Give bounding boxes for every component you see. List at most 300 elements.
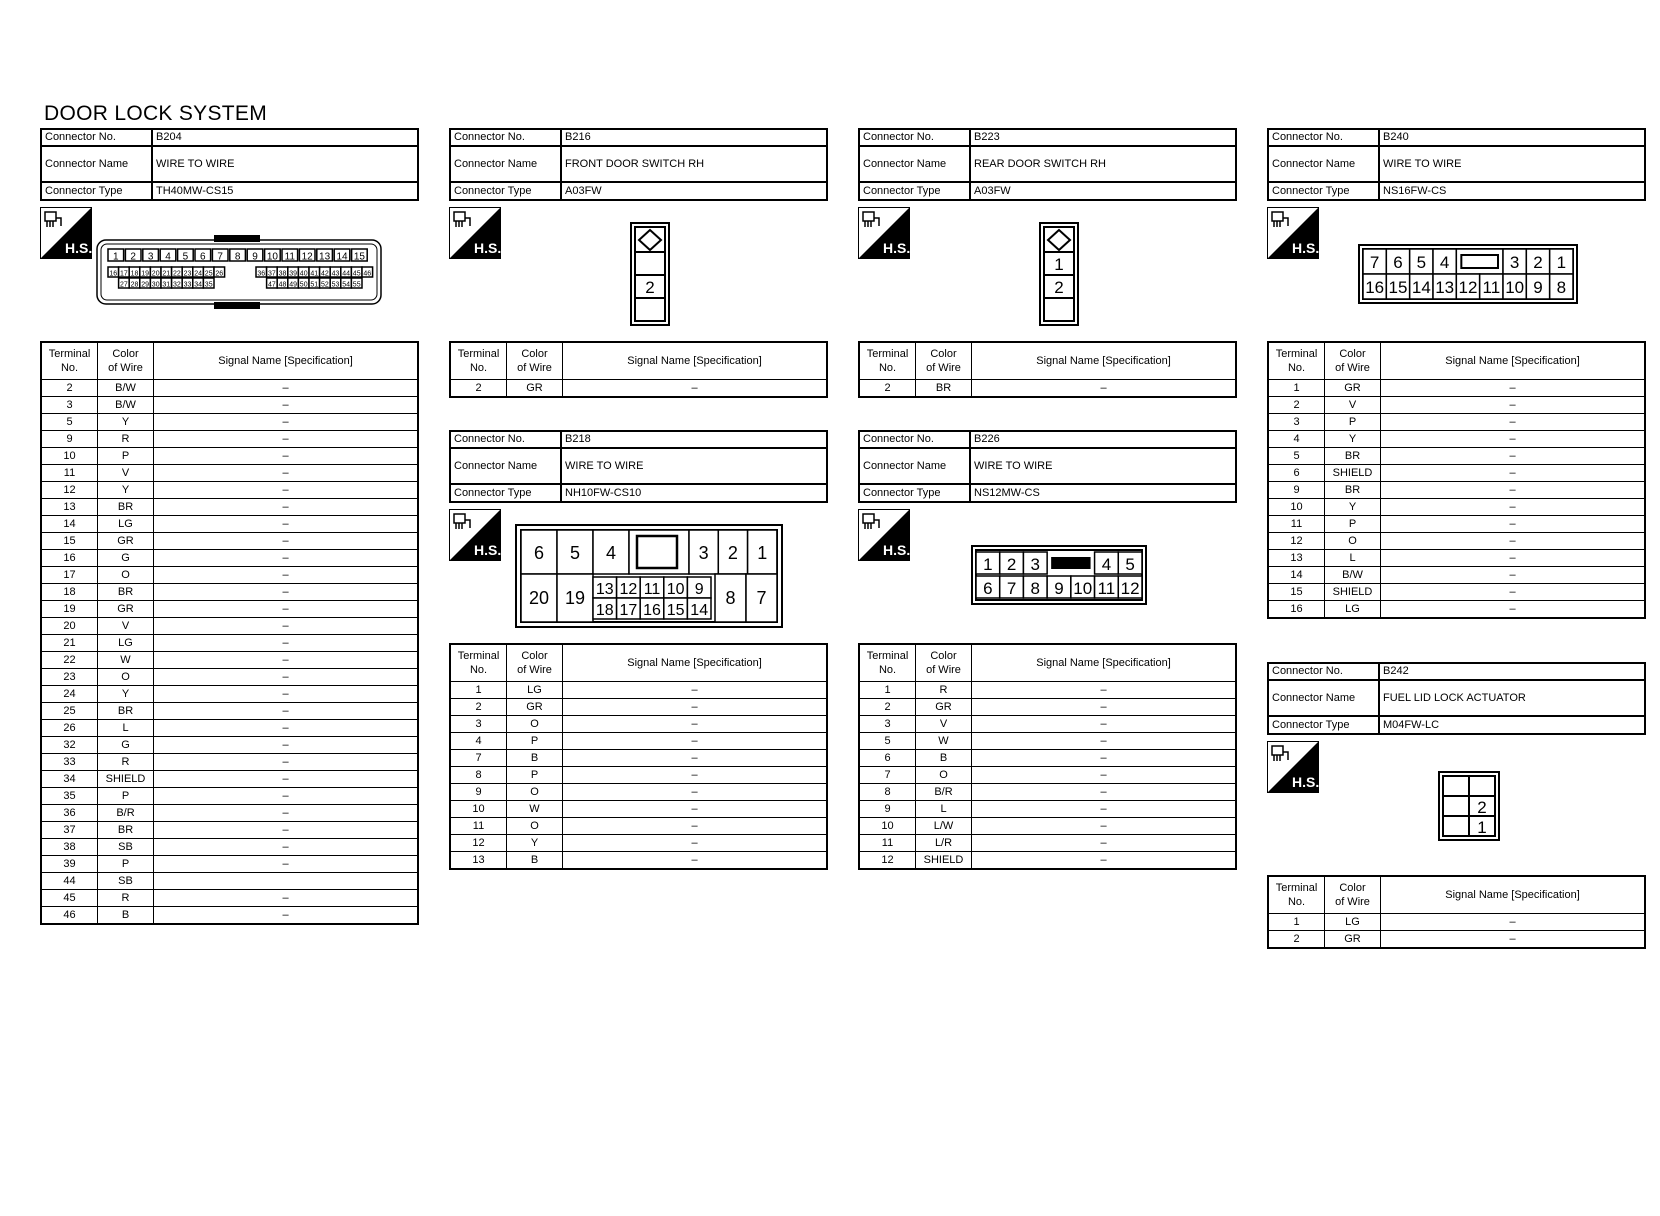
terminal-no-cell: 16 [1268, 601, 1325, 619]
wire-color-cell: W [507, 801, 563, 818]
terminal-no-cell: 37 [41, 822, 98, 839]
table-row [1268, 499, 1645, 516]
cavity-number: 19 [564, 588, 586, 608]
signal-name-cell: – [154, 635, 419, 652]
connector-diagram-b226 [971, 545, 1147, 610]
terminal-no-header: Terminal No. [41, 342, 98, 380]
table-row [41, 686, 418, 703]
table-row [450, 716, 827, 733]
connector-name-value: REAR DOOR SWITCH RH [970, 146, 1236, 182]
table-row [450, 835, 827, 852]
wire-color-cell: Y [98, 686, 154, 703]
wire-color-cell: LG [1325, 914, 1381, 931]
svg-text:H.S.: H.S. [1292, 240, 1319, 256]
terminal-table-b226 [858, 643, 1237, 870]
table-row [859, 699, 1236, 716]
table-row [859, 784, 1236, 801]
wire-color-cell: G [98, 550, 154, 567]
color-of-wire-header: Color of Wire [916, 342, 972, 380]
cavity-number: 9 [694, 581, 704, 598]
connector-info-b242 [1267, 662, 1646, 735]
table-row [41, 533, 418, 550]
cavity-number: 13 [319, 251, 331, 263]
cavity-number: 2 [1006, 555, 1017, 574]
connector-type-label: Connector Type [1268, 182, 1379, 200]
signal-name-cell: – [154, 431, 419, 448]
table-row [41, 516, 418, 533]
cavity-number: 3 [147, 251, 154, 263]
table-row [450, 699, 827, 716]
cavity-number: 38 [278, 270, 287, 278]
connector-no-label: Connector No. [41, 129, 152, 146]
signal-name-cell: – [563, 380, 828, 398]
terminal-no-cell: 11 [1268, 516, 1325, 533]
table-row [450, 733, 827, 750]
cavity-number: 16 [1365, 278, 1385, 297]
signal-name-cell: – [154, 465, 419, 482]
table-row [41, 465, 418, 482]
terminal-no-cell: 3 [450, 716, 507, 733]
signal-name-cell: – [972, 380, 1237, 398]
signal-name-cell: – [1381, 516, 1646, 533]
wire-color-cell: R [916, 682, 972, 699]
signal-name-cell: – [154, 839, 419, 856]
wire-color-cell: R [98, 431, 154, 448]
connector-name-label: Connector Name [859, 448, 970, 484]
cavity-number: 4 [165, 251, 171, 263]
cavity-number: 19 [141, 270, 149, 278]
wire-color-cell: P [507, 767, 563, 784]
wire-color-cell: O [1325, 533, 1381, 550]
table-row [1268, 601, 1645, 619]
cavity-number: 46 [363, 270, 372, 278]
wire-color-cell: SB [98, 873, 154, 890]
table-row [41, 601, 418, 618]
table-row [41, 890, 418, 907]
wire-color-cell: Y [1325, 431, 1381, 448]
cavity-number: 25 [204, 270, 213, 278]
harness-side-icon [449, 207, 501, 259]
wire-color-cell: O [507, 716, 563, 733]
wire-color-cell: BR [98, 703, 154, 720]
table-row [41, 397, 418, 414]
table-row [859, 750, 1236, 767]
terminal-no-cell: 17 [41, 567, 98, 584]
wire-color-cell: B/R [916, 784, 972, 801]
signal-name-cell: – [154, 720, 419, 737]
cavity-number: 53 [331, 281, 340, 289]
signal-name-cell: – [1381, 431, 1646, 448]
terminal-no-cell: 1 [1268, 380, 1325, 397]
terminal-no-cell: 14 [41, 516, 98, 533]
connector-name-value: FUEL LID LOCK ACTUATOR [1379, 680, 1645, 716]
table-row [41, 822, 418, 839]
connector-name-value: WIRE TO WIRE [1379, 146, 1645, 182]
wire-color-cell: GR [916, 699, 972, 716]
table-row [859, 380, 1236, 398]
signal-name-cell: – [972, 716, 1237, 733]
connector-diagram-b223 [1039, 222, 1079, 331]
cavity-number: 27 [120, 281, 128, 289]
cavity-number: 33 [183, 281, 192, 289]
cavity-number: 6 [1393, 253, 1403, 272]
wire-color-cell: L [1325, 550, 1381, 567]
cavity-number: 21 [162, 270, 171, 278]
cavity-number: 35 [204, 281, 213, 289]
terminal-no-cell: 7 [450, 750, 507, 767]
harness-side-icon [449, 509, 501, 561]
wire-color-cell: Y [98, 414, 154, 431]
terminal-no-cell: 13 [41, 499, 98, 516]
terminal-no-cell: 2 [859, 699, 916, 716]
signal-name-cell: – [154, 516, 419, 533]
connector-no-label: Connector No. [450, 129, 561, 146]
wire-color-cell: SB [98, 839, 154, 856]
table-row [41, 499, 418, 516]
terminal-no-cell: 6 [859, 750, 916, 767]
harness-side-icon [858, 207, 910, 259]
table-row [41, 873, 418, 890]
connector-info-b226 [858, 430, 1237, 503]
terminal-no-cell: 38 [41, 839, 98, 856]
connector-face-b204 [96, 232, 382, 312]
wire-color-cell: B [507, 852, 563, 870]
table-row [450, 767, 827, 784]
wire-color-cell: BR [916, 380, 972, 398]
terminal-no-cell: 22 [41, 652, 98, 669]
signal-name-cell: – [154, 822, 419, 839]
table-row [41, 431, 418, 448]
table-row [41, 550, 418, 567]
signal-name-cell: – [972, 818, 1237, 835]
cavity-number: 15 [1388, 278, 1408, 297]
svg-text:H.S.: H.S. [474, 240, 501, 256]
cavity-number: 54 [342, 281, 350, 289]
terminal-no-cell: 15 [41, 533, 98, 550]
connector-no-label: Connector No. [859, 431, 970, 448]
wire-color-cell: GR [98, 601, 154, 618]
signal-name-cell: – [154, 567, 419, 584]
table-row [1268, 567, 1645, 584]
table-row [859, 733, 1236, 750]
connector-name-value: WIRE TO WIRE [970, 448, 1236, 484]
wire-color-cell: P [98, 448, 154, 465]
table-row [1268, 482, 1645, 499]
cavity-number: 14 [690, 602, 709, 619]
signal-name-cell: – [972, 835, 1237, 852]
connector-no-value: B240 [1379, 129, 1645, 146]
connector-type-value: A03FW [970, 182, 1236, 200]
cavity-number: 44 [342, 270, 350, 278]
terminal-no-cell: 3 [1268, 414, 1325, 431]
table-row [41, 703, 418, 720]
table-row [41, 737, 418, 754]
cavity-number: 47 [268, 281, 276, 289]
signal-name-cell: – [563, 767, 828, 784]
signal-name-cell: – [563, 682, 828, 699]
signal-name-cell: – [154, 499, 419, 516]
cavity-number: 8 [1030, 579, 1041, 598]
terminal-no-header: Terminal No. [859, 342, 916, 380]
connector-name-value: WIRE TO WIRE [561, 448, 827, 484]
terminal-no-cell: 11 [859, 835, 916, 852]
terminal-no-cell: 1 [1268, 914, 1325, 931]
terminal-no-cell: 12 [450, 835, 507, 852]
signal-name-header: Signal Name [Specification] [1381, 342, 1646, 380]
cavity-number: 6 [533, 543, 545, 563]
table-row [450, 750, 827, 767]
table-row [1268, 465, 1645, 482]
cavity-number: 48 [278, 281, 287, 289]
terminal-no-cell: 10 [450, 801, 507, 818]
connector-type-value: NS12MW-CS [970, 484, 1236, 502]
cavity-number: 43 [331, 270, 340, 278]
connector-info-b240 [1267, 128, 1646, 201]
terminal-no-cell: 16 [41, 550, 98, 567]
cavity-number: 7 [1006, 579, 1017, 598]
cavity-number: 5 [1125, 555, 1135, 574]
cavity-number: 51 [310, 281, 319, 289]
signal-name-cell: – [154, 482, 419, 499]
cavity-number: 20 [151, 270, 160, 278]
cavity-number: 16 [643, 602, 661, 619]
wire-color-cell: O [98, 669, 154, 686]
connector-name-label: Connector Name [1268, 146, 1379, 182]
terminal-no-cell: 4 [1268, 431, 1325, 448]
signal-name-cell: – [972, 682, 1237, 699]
table-row [41, 669, 418, 686]
connector-type-value: TH40MW-CS15 [152, 182, 418, 200]
svg-text:1: 1 [1054, 255, 1064, 274]
color-of-wire-header: Color of Wire [507, 644, 563, 682]
cavity-number: 28 [130, 281, 139, 289]
cavity-number: 15 [666, 602, 685, 619]
table-row [1268, 931, 1645, 949]
signal-name-cell: – [154, 397, 419, 414]
connector-type-label: Connector Type [450, 484, 561, 502]
signal-name-cell: – [972, 699, 1237, 716]
terminal-table-b216 [449, 341, 828, 398]
harness-side-icon [40, 207, 92, 259]
signal-name-cell: – [154, 652, 419, 669]
connector-type-value: M04FW-LC [1379, 716, 1645, 734]
table-row [859, 682, 1236, 699]
cavity-number: 17 [619, 602, 638, 619]
svg-text:2: 2 [1477, 798, 1487, 817]
connector-type-value: NS16FW-CS [1379, 182, 1645, 200]
signal-name-cell: – [1381, 533, 1646, 550]
svg-text:2: 2 [645, 278, 655, 297]
cavity-number: 11 [284, 251, 295, 263]
terminal-no-cell: 10 [859, 818, 916, 835]
terminal-no-cell: 12 [1268, 533, 1325, 550]
wire-color-cell: GR [507, 699, 563, 716]
terminal-table-b240 [1267, 341, 1646, 619]
table-row [41, 618, 418, 635]
svg-text:H.S.: H.S. [883, 542, 910, 558]
signal-name-cell: – [563, 801, 828, 818]
signal-name-cell: – [154, 907, 419, 925]
wire-color-cell: L/R [916, 835, 972, 852]
cavity-number: 12 [1120, 579, 1140, 598]
signal-name-cell: – [1381, 931, 1646, 949]
signal-name-header: Signal Name [Specification] [1381, 876, 1646, 914]
table-row [450, 380, 827, 398]
connector-diagram-b218 [515, 524, 783, 633]
cavity-number: 17 [120, 270, 128, 278]
terminal-no-cell: 24 [41, 686, 98, 703]
terminal-no-cell: 6 [1268, 465, 1325, 482]
table-row [41, 567, 418, 584]
page-title: DOOR LOCK SYSTEM [44, 102, 268, 125]
svg-text:2: 2 [1054, 278, 1064, 297]
signal-name-header: Signal Name [Specification] [972, 342, 1237, 380]
wire-color-cell: O [916, 767, 972, 784]
terminal-no-cell: 20 [41, 618, 98, 635]
wire-color-cell: B [916, 750, 972, 767]
svg-text:H.S.: H.S. [65, 240, 92, 256]
table-row [450, 801, 827, 818]
cavity-number: 42 [321, 270, 329, 278]
connector-no-label: Connector No. [1268, 663, 1379, 680]
wire-color-cell: LG [98, 635, 154, 652]
signal-name-cell: – [154, 448, 419, 465]
wire-color-cell: BR [98, 499, 154, 516]
table-row [859, 818, 1236, 835]
connector-name-value: WIRE TO WIRE [152, 146, 418, 182]
connector-name-label: Connector Name [450, 448, 561, 484]
terminal-table-b242 [1267, 875, 1646, 949]
wire-color-cell: B/W [98, 380, 154, 397]
terminal-no-cell: 21 [41, 635, 98, 652]
signal-name-cell: – [972, 801, 1237, 818]
table-row [450, 852, 827, 870]
cavity-number: 18 [130, 270, 139, 278]
signal-name-cell: – [154, 584, 419, 601]
color-of-wire-header: Color of Wire [507, 342, 563, 380]
color-of-wire-header: Color of Wire [1325, 876, 1381, 914]
cavity-number: 52 [321, 281, 329, 289]
signal-name-cell: – [972, 750, 1237, 767]
signal-name-cell: – [563, 716, 828, 733]
connector-diagram-b240 [1358, 244, 1578, 309]
connector-no-label: Connector No. [859, 129, 970, 146]
cavity-number: 1 [1556, 253, 1567, 272]
cavity-number: 1 [983, 555, 993, 574]
wire-color-cell: Y [507, 835, 563, 852]
signal-name-cell: – [563, 852, 828, 870]
terminal-no-cell: 12 [859, 852, 916, 870]
table-row [41, 856, 418, 873]
wire-color-cell: Y [1325, 499, 1381, 516]
signal-name-cell: – [154, 890, 419, 907]
cavity-number: 4 [605, 543, 617, 563]
cavity-number: 32 [173, 281, 181, 289]
cavity-number: 11 [643, 581, 661, 598]
terminal-table-b223 [858, 341, 1237, 398]
signal-name-cell: – [1381, 584, 1646, 601]
signal-name-cell: – [1381, 914, 1646, 931]
table-row [41, 805, 418, 822]
terminal-no-cell: 18 [41, 584, 98, 601]
connector-name-label: Connector Name [859, 146, 970, 182]
table-row [41, 652, 418, 669]
color-of-wire-header: Color of Wire [1325, 342, 1381, 380]
terminal-no-cell: 14 [1268, 567, 1325, 584]
connector-type-label: Connector Type [41, 182, 152, 200]
wire-color-cell: GR [507, 380, 563, 398]
signal-name-cell: – [154, 703, 419, 720]
terminal-no-cell: 5 [859, 733, 916, 750]
cavity-number: 4 [1101, 555, 1112, 574]
wire-color-cell: O [98, 567, 154, 584]
cavity-number: 4 [1439, 253, 1450, 272]
cavity-number: 30 [151, 281, 160, 289]
wire-color-cell: W [916, 733, 972, 750]
wire-color-cell: G [98, 737, 154, 754]
table-row [1268, 550, 1645, 567]
terminal-no-cell: 15 [1268, 584, 1325, 601]
cavity-number: 12 [619, 581, 638, 598]
signal-name-cell [154, 873, 419, 890]
cavity-number: 12 [301, 251, 313, 263]
signal-name-cell: – [972, 733, 1237, 750]
terminal-no-cell: 4 [450, 733, 507, 750]
terminal-no-cell: 39 [41, 856, 98, 873]
wire-color-cell: SHIELD [916, 852, 972, 870]
terminal-no-cell: 44 [41, 873, 98, 890]
cavity-number: 6 [200, 251, 206, 263]
cavity-number: 13 [595, 581, 614, 598]
svg-text:H.S.: H.S. [474, 542, 501, 558]
cavity-number: 18 [595, 602, 614, 619]
connector-no-value: B216 [561, 129, 827, 146]
terminal-no-cell: 11 [41, 465, 98, 482]
terminal-no-cell: 8 [450, 767, 507, 784]
terminal-no-cell: 2 [41, 380, 98, 397]
table-row [41, 788, 418, 805]
wire-color-cell: B/W [98, 397, 154, 414]
wire-color-cell: V [98, 618, 154, 635]
connector-type-value: NH10FW-CS10 [561, 484, 827, 502]
table-row [41, 907, 418, 925]
connector-info-b218 [449, 430, 828, 503]
signal-name-cell: – [972, 852, 1237, 870]
wire-color-cell: BR [1325, 448, 1381, 465]
wire-color-cell: GR [1325, 931, 1381, 949]
harness-side-icon [858, 509, 910, 561]
cavity-number: 22 [173, 270, 181, 278]
signal-name-cell: – [154, 686, 419, 703]
wire-color-cell: L [98, 720, 154, 737]
terminal-no-cell: 5 [1268, 448, 1325, 465]
terminal-no-cell: 1 [450, 682, 507, 699]
cavity-number: 29 [141, 281, 149, 289]
signal-name-cell: – [1381, 601, 1646, 619]
connector-name-value: FRONT DOOR SWITCH RH [561, 146, 827, 182]
terminal-no-cell: 9 [859, 801, 916, 818]
wire-color-cell: Y [98, 482, 154, 499]
terminal-no-cell: 26 [41, 720, 98, 737]
connector-type-label: Connector Type [1268, 716, 1379, 734]
signal-name-cell: – [563, 733, 828, 750]
wire-color-cell: SHIELD [1325, 465, 1381, 482]
cavity-number: 10 [666, 581, 685, 598]
wire-color-cell: V [98, 465, 154, 482]
table-row [41, 482, 418, 499]
connector-type-label: Connector Type [450, 182, 561, 200]
cavity-number: 16 [109, 270, 118, 278]
